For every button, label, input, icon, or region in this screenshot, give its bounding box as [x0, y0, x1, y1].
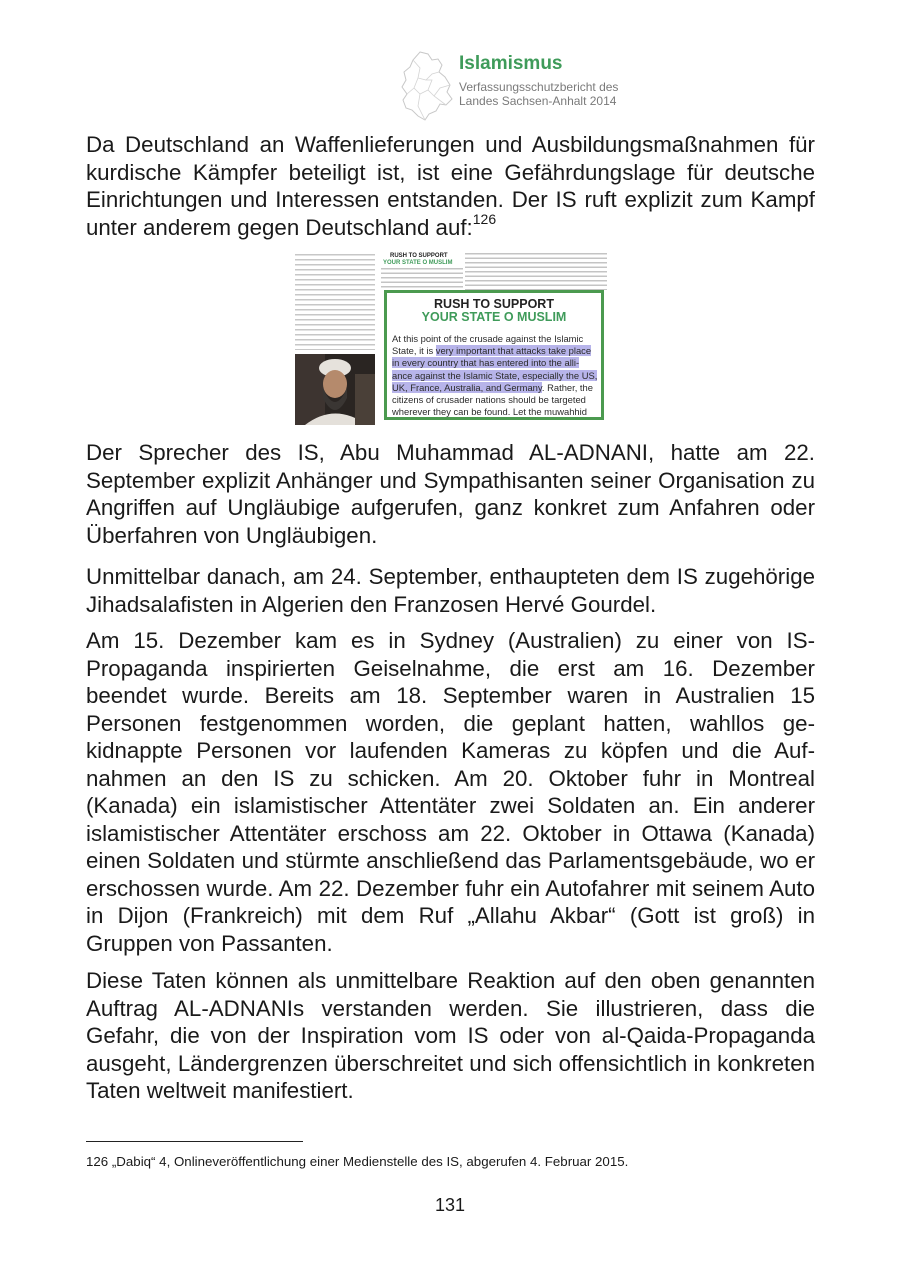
header-title: Islamismus	[459, 53, 563, 74]
figure-small-title: RUSH TO SUPPORT	[390, 253, 448, 259]
paragraph-intro-text: Da Deutschland an Waffenlieferungen und Ausbildungsmaßnahmen für kurdische Kämpfer beteiligt ist, ist eine Gefährdungslage für deutsche Einrichtungen und Interessen entstanden. Der IS ruft explizit zum Kampf unter anderem gegen Deutschland auf:	[86, 132, 815, 240]
figure-box-title: RUSH TO SUPPORT	[434, 297, 554, 311]
figure-line	[392, 370, 602, 382]
page-header	[398, 50, 658, 125]
footnote-divider	[86, 1141, 303, 1142]
header-subtitle-line1: Verfassungsschutzbericht des	[459, 80, 619, 94]
paragraph-gourdel: Unmittelbar danach, am 24. September, enthaupteten dem IS zugehörige Jihadsalafisten in Algerien den Franzosen Hervé Gourdel.	[86, 564, 815, 617]
figure-highlighted-text: in every country that has entered into the alli-	[392, 357, 580, 369]
header-subtitle-line2: Landes Sachsen-Anhalt 2014	[459, 94, 617, 108]
figure-highlight-box	[384, 290, 604, 420]
footnote-126: 126 „Dabiq“ 4, Onlineveröffentlichung einer Medienstelle des IS, abgerufen 4. Februar 2015.	[86, 1154, 629, 1169]
figure-portrait-photo	[295, 354, 375, 425]
figure-line: UK, France, Australia, and Germany. Rather, the	[392, 381, 593, 393]
figure-box-text	[392, 333, 602, 418]
figure-highlighted-text: very important that attacks take place	[435, 345, 592, 357]
page-number: 131	[434, 1195, 466, 1215]
footnote-reference[interactable]: 126	[472, 211, 497, 228]
figure-box-subtitle: YOUR STATE O MUSLIM	[421, 310, 567, 324]
figure-highlighted-text: UK, France, Australia, and Germany	[392, 381, 542, 393]
propaganda-excerpt-figure	[295, 250, 610, 425]
figure-background-text-block-right	[465, 253, 607, 290]
figure-line: citizens of crusader nations should be targeted	[392, 394, 586, 406]
figure-line	[392, 357, 602, 369]
figure-line: State, it is very important that attacks take place	[392, 345, 592, 357]
paragraph-adnani: Der Sprecher des IS, Abu Muhammad AL-ADNANI, hatte am 22. September explizit Anhänger und Sympathisanten seiner Organisation zu Angriffen auf Ungläubige aufgerufen, ganz konkret zum Anfahren oder Überfahren von Ungläubigen.	[86, 440, 815, 548]
figure-highlighted-text: ance against the Islamic State, especially the US,	[392, 369, 598, 381]
paragraph-conclusion: Diese Taten können als unmittelbare Reaktion auf den oben genannten Auftrag AL-ADNANIs verstanden werden. Sie illustrieren, dass die Gefahr, die von der Inspiration vom IS oder von al-Qaida-Propaganda ausgeht, Ländergrenzen überschreitet und sich offensichtlich in konkreten Taten weltweit manifestiert.	[86, 968, 815, 1103]
figure-line: At this point of the crusade against the Islamic	[392, 333, 584, 344]
paragraph-attacks: Am 15. Dezember kam es in Sydney (Australien) zu einer von IS-Propaganda inspirierten Geiselnahme, die erst am 16. Dezember beendet wurde. Bereits am 18. September waren in Australien 15 Personen festgenommen worden, die geplant hatten, wahllos gekidnappte Personen vor laufenden Kameras zu köpfen und die Aufnahmen an den IS zu schicken. Am 20. Oktober fuhr in Montreal (Kanada) ein islamistischer Attentäter zwei Soldaten an. Ein anderer islamistischer Attentäter erschoss am 22. Oktober in Ottawa (Kanada) einen Soldaten und stürmte anschließend das Parlamentsgebäude, wo er erschossen wurde. Am 22. Dezember fuhr ein Autofahrer mit seinem Auto in Dijon (Frankreich) mit dem Ruf „Allahu Akbar“ (Gott ist groß) in Gruppen von Passanten.	[86, 628, 815, 956]
figure-small-subtitle: YOUR STATE O MUSLIM	[383, 260, 453, 266]
figure-background-text-block	[381, 268, 463, 290]
figure-line: wherever they can be found. Let the muwahhid	[392, 406, 587, 418]
paragraph-intro	[86, 131, 815, 241]
saxony-anhalt-map-icon	[398, 50, 454, 122]
figure-background-text-column	[295, 254, 375, 350]
